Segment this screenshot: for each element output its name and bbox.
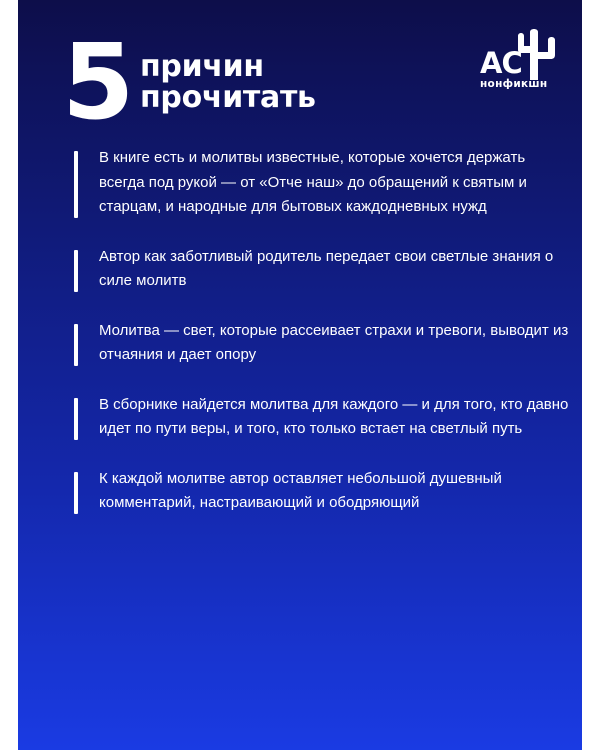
logo-subtitle: нонфикшн	[480, 78, 548, 90]
list-item	[74, 146, 574, 220]
reason-text: В книге есть и молитвы известные, которые хочется держать всегда под рукой — от «Отче наш» до обращений к святым и старцам, и народные для бытовых каждодневных нужд	[99, 149, 527, 215]
logo-mark: АС	[480, 46, 522, 80]
list-item	[74, 319, 574, 368]
headline	[140, 51, 316, 113]
reason-text: Молитва — свет, которые рассеивает страхи и тревоги, выводит из отчаяния и дает опору	[99, 321, 569, 363]
reasons-count: 5	[62, 21, 133, 143]
reasons-list	[74, 146, 574, 516]
bullet-bar	[74, 324, 78, 366]
reason-text: Автор как заботливый родитель передает свои светлые знания о силе молитв	[99, 247, 554, 289]
bullet-bar	[74, 398, 78, 440]
ast-nonfiction-logo	[478, 22, 562, 100]
list-item	[74, 245, 574, 294]
headline-line-1: причин	[140, 49, 264, 84]
list-item	[74, 467, 574, 516]
list-item	[74, 393, 574, 442]
bullet-bar	[74, 151, 78, 218]
headline-line-2: прочитать	[140, 80, 316, 115]
promo-card	[18, 0, 582, 750]
bullet-bar	[74, 250, 78, 292]
reason-text: В сборнике найдется молитва для каждого — и для того, кто давно идет по пути веры, и того, кто только встает на светлый путь	[99, 395, 569, 437]
bullet-bar	[74, 472, 78, 514]
reason-text: К каждой молитве автор оставляет небольшой душевный комментарий, настраивающий и ободряющий	[99, 469, 502, 511]
